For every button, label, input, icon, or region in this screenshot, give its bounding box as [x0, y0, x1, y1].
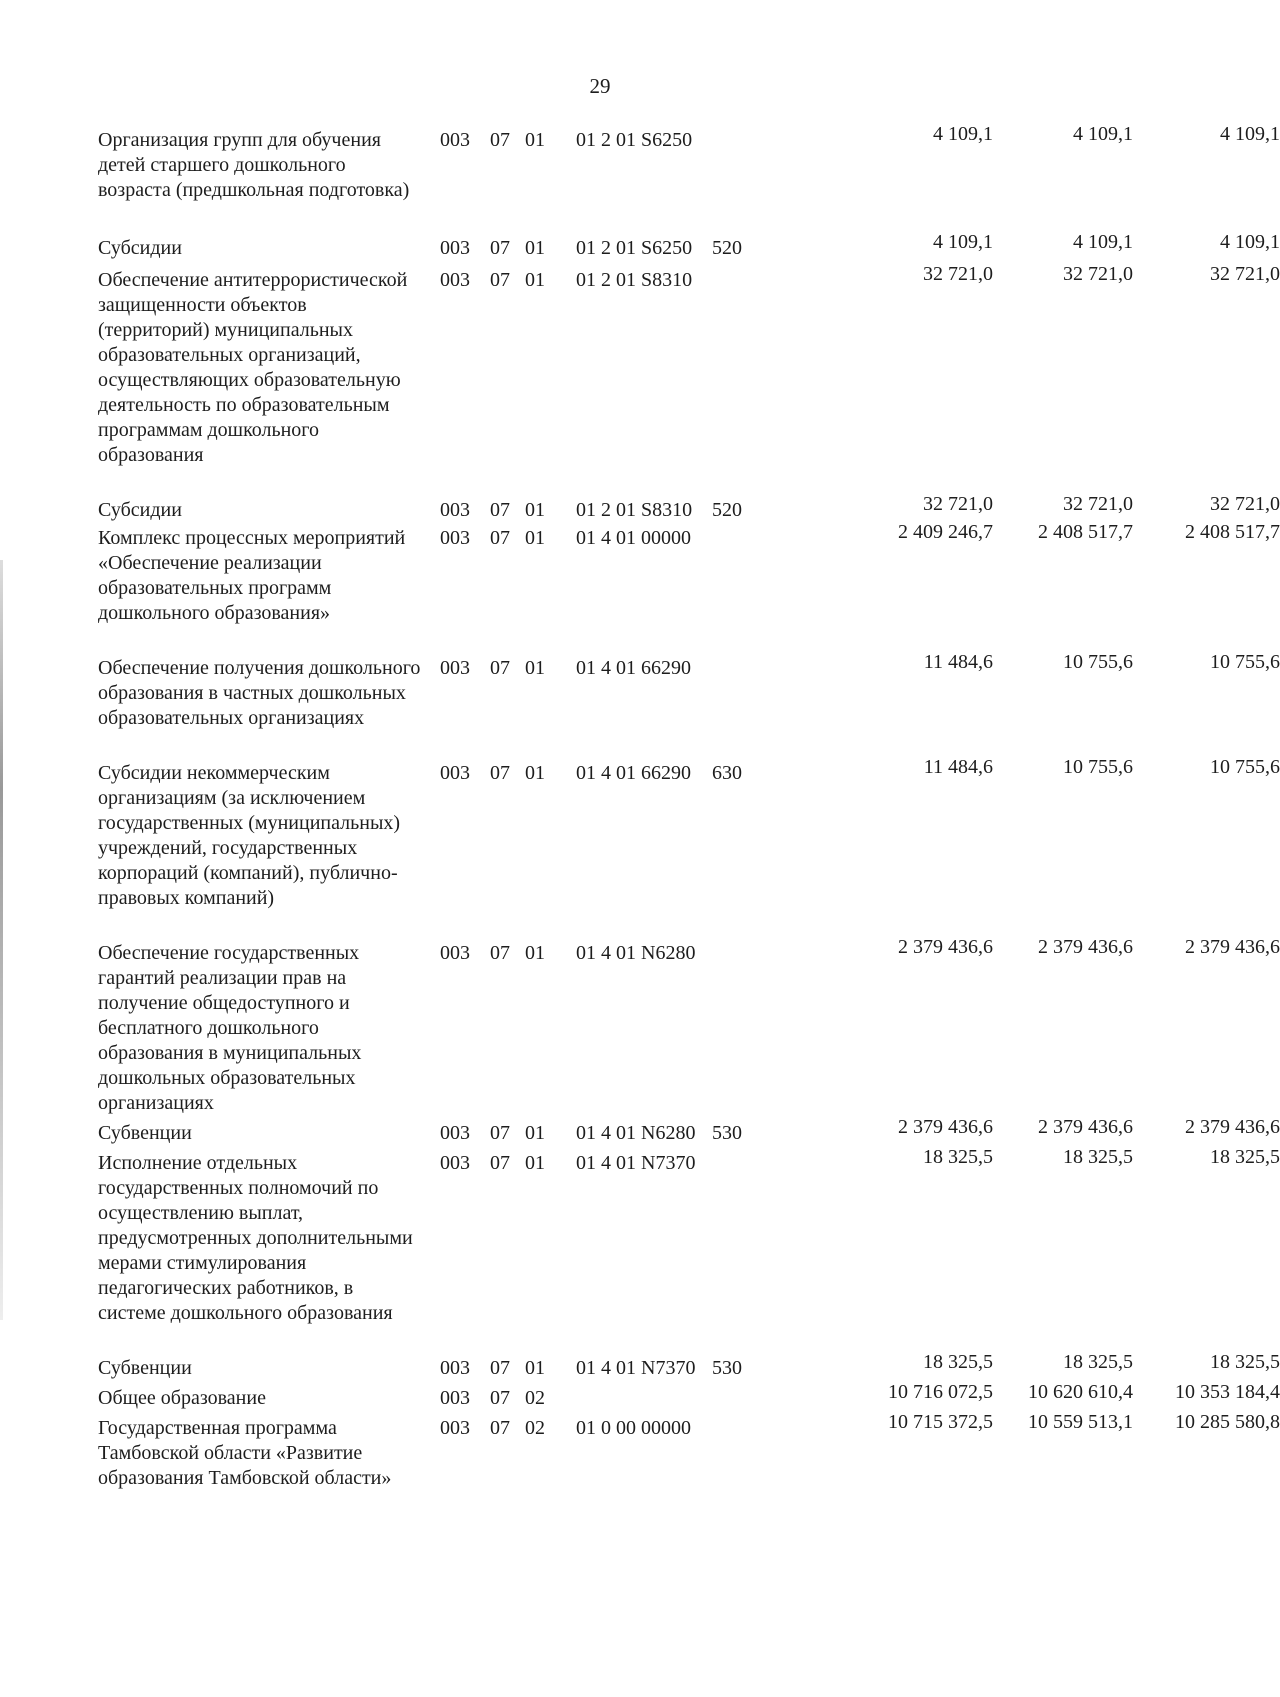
row-target-code: 01 0 00 00000	[576, 1417, 691, 1439]
row-name: Обеспечение получения дошкольного образования в частных дошкольных образовательных организациях	[98, 657, 421, 729]
row-subsection: 02	[525, 1417, 545, 1439]
row-amount-year2: 10 755,6	[1063, 651, 1133, 673]
row-target-code: 01 2 01 S8310	[576, 269, 693, 291]
row-amount-year1: 11 484,6	[923, 651, 993, 673]
row-target-code: 01 2 01 S6250	[576, 129, 693, 151]
row-grbs: 003	[440, 1387, 470, 1409]
row-name: Субсидии	[98, 499, 182, 521]
row-grbs: 003	[440, 942, 470, 964]
row-subsection: 01	[525, 942, 545, 964]
row-amount-year3: 10 755,6	[1210, 651, 1280, 673]
row-amount-year1: 2 379 436,6	[898, 936, 993, 958]
row-grbs: 003	[440, 129, 470, 151]
row-section: 07	[490, 657, 510, 679]
row-section: 07	[490, 237, 510, 259]
row-amount-year3: 2 408 517,7	[1185, 521, 1280, 543]
row-amount-year2: 32 721,0	[1063, 493, 1133, 515]
row-grbs: 003	[440, 657, 470, 679]
row-name: Субвенции	[98, 1357, 192, 1379]
row-subsection: 01	[525, 269, 545, 291]
row-grbs: 003	[440, 527, 470, 549]
row-target-code: 01 2 01 S8310	[576, 499, 693, 521]
row-amount-year2: 4 109,1	[1073, 123, 1133, 145]
row-amount-year2: 2 408 517,7	[1038, 521, 1133, 543]
row-section: 07	[490, 762, 510, 784]
row-amount-year1: 11 484,6	[923, 756, 993, 778]
row-amount-year1: 32 721,0	[923, 263, 993, 285]
row-grbs: 003	[440, 1357, 470, 1379]
row-amount-year3: 2 379 436,6	[1185, 1116, 1280, 1138]
table-row	[98, 936, 1280, 1121]
row-amount-year3: 4 109,1	[1220, 231, 1280, 253]
row-subsection: 01	[525, 527, 545, 549]
row-subsection: 01	[525, 762, 545, 784]
row-amount-year3: 2 379 436,6	[1185, 936, 1280, 958]
row-subsection: 01	[525, 1357, 545, 1379]
row-amount-year2: 4 109,1	[1073, 231, 1133, 253]
row-amount-year3: 10 353 184,4	[1175, 1381, 1280, 1403]
row-subsection: 01	[525, 657, 545, 679]
row-target-code: 01 4 01 N7370	[576, 1152, 696, 1174]
row-expense-type: 530	[712, 1122, 742, 1144]
row-amount-year1: 10 716 072,5	[888, 1381, 993, 1403]
row-section: 07	[490, 1387, 510, 1409]
table-row	[98, 1411, 1280, 1526]
row-subsection: 01	[525, 499, 545, 521]
row-name: Организация групп для обучения детей старшего дошкольного возраста (предшкольная подготовка)	[98, 129, 410, 201]
row-target-code: 01 4 01 N7370	[576, 1357, 696, 1379]
row-target-code: 01 4 01 66290	[576, 657, 691, 679]
row-target-code: 01 4 01 66290	[576, 762, 691, 784]
row-grbs: 003	[440, 269, 470, 291]
row-amount-year3: 18 325,5	[1210, 1351, 1280, 1373]
row-amount-year2: 2 379 436,6	[1038, 1116, 1133, 1138]
row-expense-type: 630	[712, 762, 742, 784]
row-grbs: 003	[440, 237, 470, 259]
table-row	[98, 1146, 1280, 1356]
row-amount-year1: 2 409 246,7	[898, 521, 993, 543]
row-amount-year1: 10 715 372,5	[888, 1411, 993, 1433]
row-target-code: 01 4 01 00000	[576, 527, 691, 549]
row-target-code: 01 2 01 S6250	[576, 237, 693, 259]
row-amount-year2: 10 620 610,4	[1028, 1381, 1133, 1403]
row-amount-year3: 10 285 580,8	[1175, 1411, 1280, 1433]
table-row	[98, 756, 1280, 941]
row-target-code: 01 4 01 N6280	[576, 1122, 696, 1144]
table-row	[98, 263, 1280, 498]
row-amount-year1: 18 325,5	[923, 1146, 993, 1168]
row-grbs: 003	[440, 1122, 470, 1144]
row-amount-year3: 18 325,5	[1210, 1146, 1280, 1168]
row-name: Субсидии	[98, 237, 182, 259]
row-grbs: 003	[440, 1417, 470, 1439]
row-amount-year3: 10 755,6	[1210, 756, 1280, 778]
row-subsection: 01	[525, 237, 545, 259]
row-amount-year3: 32 721,0	[1210, 493, 1280, 515]
row-name: Обеспечение антитеррористической защищенности объектов (территорий) муниципальных образовательных организаций, осуществляющих образовательную деятельность по образовательным программам дошкольного образования	[98, 269, 408, 466]
row-subsection: 01	[525, 129, 545, 151]
row-amount-year1: 32 721,0	[923, 493, 993, 515]
row-section: 07	[490, 129, 510, 151]
row-amount-year3: 32 721,0	[1210, 263, 1280, 285]
row-amount-year1: 4 109,1	[933, 231, 993, 253]
row-section: 07	[490, 1152, 510, 1174]
row-amount-year1: 18 325,5	[923, 1351, 993, 1373]
scan-edge-shadow	[0, 560, 3, 1320]
row-section: 07	[490, 1122, 510, 1144]
table-row	[98, 651, 1280, 761]
row-expense-type: 520	[712, 499, 742, 521]
row-section: 07	[490, 499, 510, 521]
row-amount-year2: 2 379 436,6	[1038, 936, 1133, 958]
row-section: 07	[490, 1417, 510, 1439]
row-name: Субсидии некоммерческим организациям (за исключением государственных (муниципальных) учреждений, государственных корпораций (компаний), публично-правовых компаний)	[98, 762, 401, 909]
row-subsection: 02	[525, 1387, 545, 1409]
row-section: 07	[490, 269, 510, 291]
row-name: Субвенции	[98, 1122, 192, 1144]
row-amount-year1: 2 379 436,6	[898, 1116, 993, 1138]
table-row	[98, 123, 1280, 236]
row-name: Комплекс процессных мероприятий «Обеспечение реализации образовательных программ дошкольного образования»	[98, 527, 406, 624]
budget-table	[98, 123, 1280, 1526]
row-subsection: 01	[525, 1122, 545, 1144]
row-expense-type: 520	[712, 237, 742, 259]
table-row	[98, 521, 1280, 656]
row-target-code: 01 4 01 N6280	[576, 942, 696, 964]
row-amount-year3: 4 109,1	[1220, 123, 1280, 145]
row-section: 07	[490, 1357, 510, 1379]
row-name: Общее образование	[98, 1387, 266, 1409]
row-amount-year2: 10 755,6	[1063, 756, 1133, 778]
row-subsection: 01	[525, 1152, 545, 1174]
row-name: Государственная программа Тамбовской области «Развитие образования Тамбовской области»	[98, 1417, 392, 1489]
row-amount-year2: 18 325,5	[1063, 1146, 1133, 1168]
row-expense-type: 530	[712, 1357, 742, 1379]
row-section: 07	[490, 942, 510, 964]
row-name: Обеспечение государственных гарантий реализации прав на получение общедоступного и бесплатного дошкольного образования в муниципальных дошкольных образовательных организациях	[98, 942, 362, 1114]
row-grbs: 003	[440, 762, 470, 784]
row-name: Исполнение отдельных государственных полномочий по осуществлению выплат, предусмотренных дополнительными мерами стимулирования педагогических работников, в системе дошкольного образования	[98, 1152, 413, 1324]
row-grbs: 003	[440, 1152, 470, 1174]
row-grbs: 003	[440, 499, 470, 521]
row-section: 07	[490, 527, 510, 549]
row-amount-year1: 4 109,1	[933, 123, 993, 145]
page-number: 29	[589, 74, 611, 98]
row-amount-year2: 18 325,5	[1063, 1351, 1133, 1373]
row-amount-year2: 10 559 513,1	[1028, 1411, 1133, 1433]
row-amount-year2: 32 721,0	[1063, 263, 1133, 285]
